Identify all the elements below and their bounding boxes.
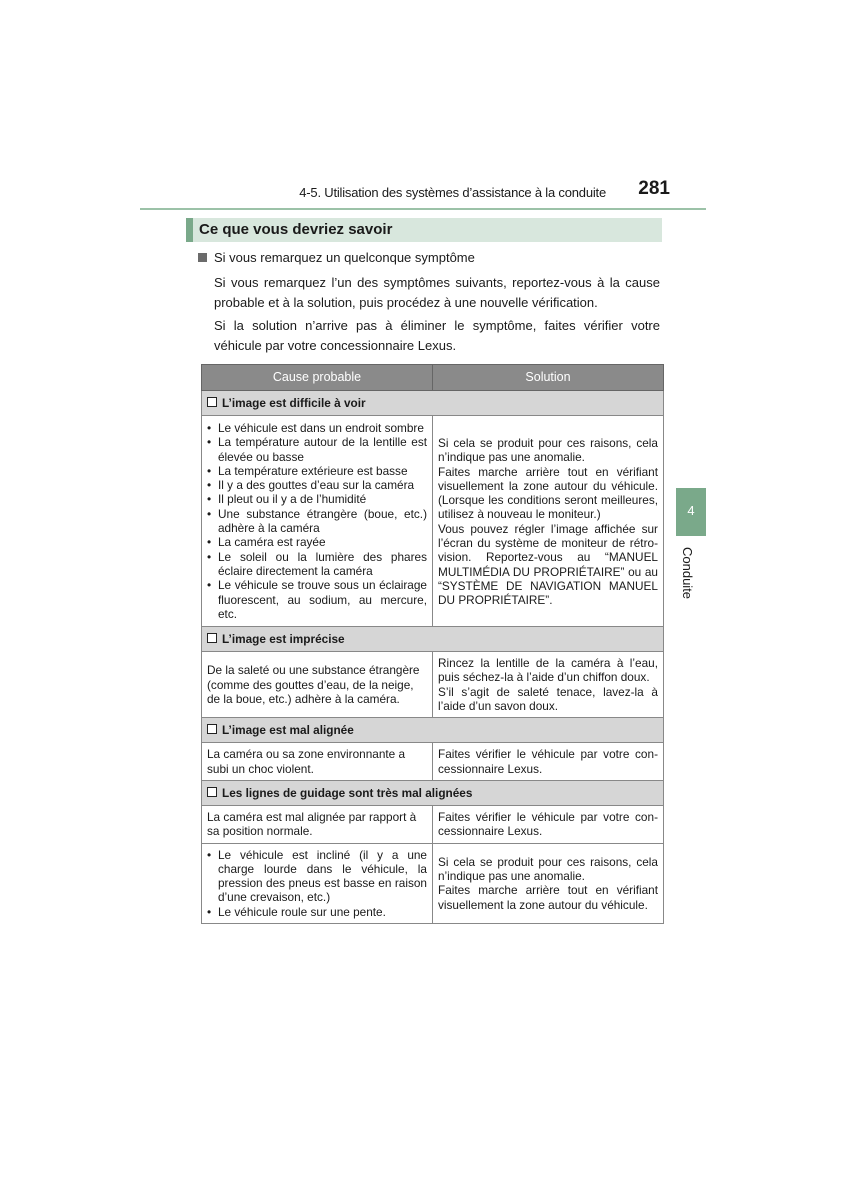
- checkbox-icon: [207, 724, 217, 734]
- cause-cell: [202, 843, 433, 923]
- box-title: Ce que vous devriez savoir: [186, 218, 662, 242]
- table-row: [202, 652, 664, 718]
- group-row: [202, 780, 664, 805]
- intro-paragraph: Si vous remarquez l’un des symptômes suivants, reportez-vous à la cause probable et à la solution, puis procédez à une nouvelle vérification.: [214, 275, 660, 310]
- group-title-text: L’image est difficile à voir: [222, 395, 366, 410]
- group-title-text: L’image est mal alignée: [222, 723, 354, 738]
- checkbox-icon: [207, 397, 217, 407]
- group-title: [202, 780, 664, 805]
- list-item: • Une substance étrangère (boue, etc.) adhère à la caméra: [207, 507, 427, 536]
- solution-line: Vous pouvez régler l’image affichée sur l’écran du système de moniteur de rétrovision. Reportez-vous au “MANUEL MULTIMÉDIA DU PROPRIÉTAIRE” ou au “SYSTÈME DE NAVIGATION MANUEL DU PROPRIÉTAIRE”.: [438, 521, 658, 608]
- checkbox-icon: [207, 633, 217, 643]
- list-item: • Il pleut ou il y a de l’humidité: [207, 492, 427, 506]
- list-item: • La caméra est rayée: [207, 535, 427, 549]
- solution-cell: [433, 743, 664, 781]
- advice-paragraph: Si la solution n’arrive pas à éliminer le symptôme, faites vérifier votre véhicule par votre concessionnaire Lexus.: [214, 318, 660, 353]
- cause-cell: De la saleté ou une substance étrangère (comme des gouttes d’eau, de la neige, de la boue, etc.) adhère à la caméra.: [202, 652, 433, 718]
- cause-list: [207, 848, 427, 919]
- solution-line: Faites marche arrière tout en vérifiant visuellement la zone autour du véhicule.: [438, 883, 658, 912]
- table-row: [202, 843, 664, 923]
- list-item: • Le véhicule est dans un endroit sombre: [207, 421, 427, 435]
- list-item: • Le soleil ou la lumière des phares éclaire directement la caméra: [207, 550, 427, 579]
- page-header: [140, 176, 706, 210]
- solution-cell: [433, 843, 664, 923]
- cause-list: [207, 421, 427, 621]
- subheading-text: Si vous remarquez un quelconque symptôme: [214, 250, 475, 265]
- cause-cell: La caméra est mal alignée par rapport à sa position normale.: [202, 805, 433, 843]
- group-title: [202, 718, 664, 743]
- solution-line: S’il s’agit de saleté tenace, lavez-la à l’aide d’un savon doux.: [438, 684, 658, 714]
- list-item: • La température autour de la lentille est élevée ou basse: [207, 435, 427, 464]
- cause-cell: La caméra ou sa zone environnante a subi un choc violent.: [202, 743, 433, 781]
- group-row: [202, 718, 664, 743]
- chapter-tab: 4: [676, 488, 706, 536]
- solution-cell: [433, 652, 664, 718]
- table-row: [202, 805, 664, 843]
- table-row: [202, 743, 664, 781]
- solution-cell: [433, 416, 664, 627]
- list-item: • Le véhicule se trouve sous un éclairage fluorescent, au sodium, au mercure, etc.: [207, 578, 427, 621]
- group-title-text: L’image est imprécise: [222, 632, 345, 646]
- symptom-table: [201, 364, 664, 924]
- group-row: [202, 391, 664, 416]
- chapter-label: Conduite: [680, 547, 695, 600]
- list-item: • Le véhicule est incliné (il y a une charge lourde dans le véhicule, la pression des pneus est basse en raison d’une crevaison, etc.): [207, 848, 427, 905]
- solution-line: Rincez la lentille de la caméra à l’eau, puis séchez-la à l’aide d’un chiffon doux.: [438, 656, 658, 685]
- cause-cell: [202, 416, 433, 627]
- solution-line: Si cela se produit pour ces raisons, cela n’indique pas une anomalie.: [438, 854, 658, 883]
- solution-line: Si cela se produit pour ces raisons, cela n’indique pas une anomalie.: [438, 436, 658, 465]
- solution-line: Faites vérifier le véhicule par votre concessionnaire Lexus.: [438, 809, 658, 839]
- subheading: [198, 250, 475, 265]
- table-row: [202, 416, 664, 627]
- list-item: • Le véhicule roule sur une pente.: [207, 905, 427, 919]
- group-row: [202, 627, 664, 652]
- page-number: 281: [638, 178, 670, 199]
- column-header-solution: Solution: [433, 365, 664, 391]
- checkbox-icon: [207, 787, 217, 797]
- table-header-row: [202, 365, 664, 391]
- solution-line: Faites vérifier le véhicule par votre concessionnaire Lexus.: [438, 747, 658, 776]
- list-item: • Il y a des gouttes d’eau sur la caméra: [207, 478, 427, 492]
- section-title: 4-5. Utilisation des systèmes d’assistance à la conduite: [299, 185, 606, 200]
- group-title: [202, 391, 664, 416]
- group-title-text: Les lignes de guidage sont très mal alignées: [222, 785, 473, 800]
- column-header-cause: Cause probable: [202, 365, 433, 391]
- solution-line: Faites marche arrière tout en vérifiant visuellement la zone autour du véhicule. (Lorsque les conditions seront meilleures, utilisez à nouveau le moniteur.): [438, 464, 658, 522]
- square-bullet-icon: [198, 253, 207, 262]
- list-item: • La température extérieure est basse: [207, 464, 427, 478]
- group-title: [202, 627, 664, 652]
- solution-cell: [433, 805, 664, 843]
